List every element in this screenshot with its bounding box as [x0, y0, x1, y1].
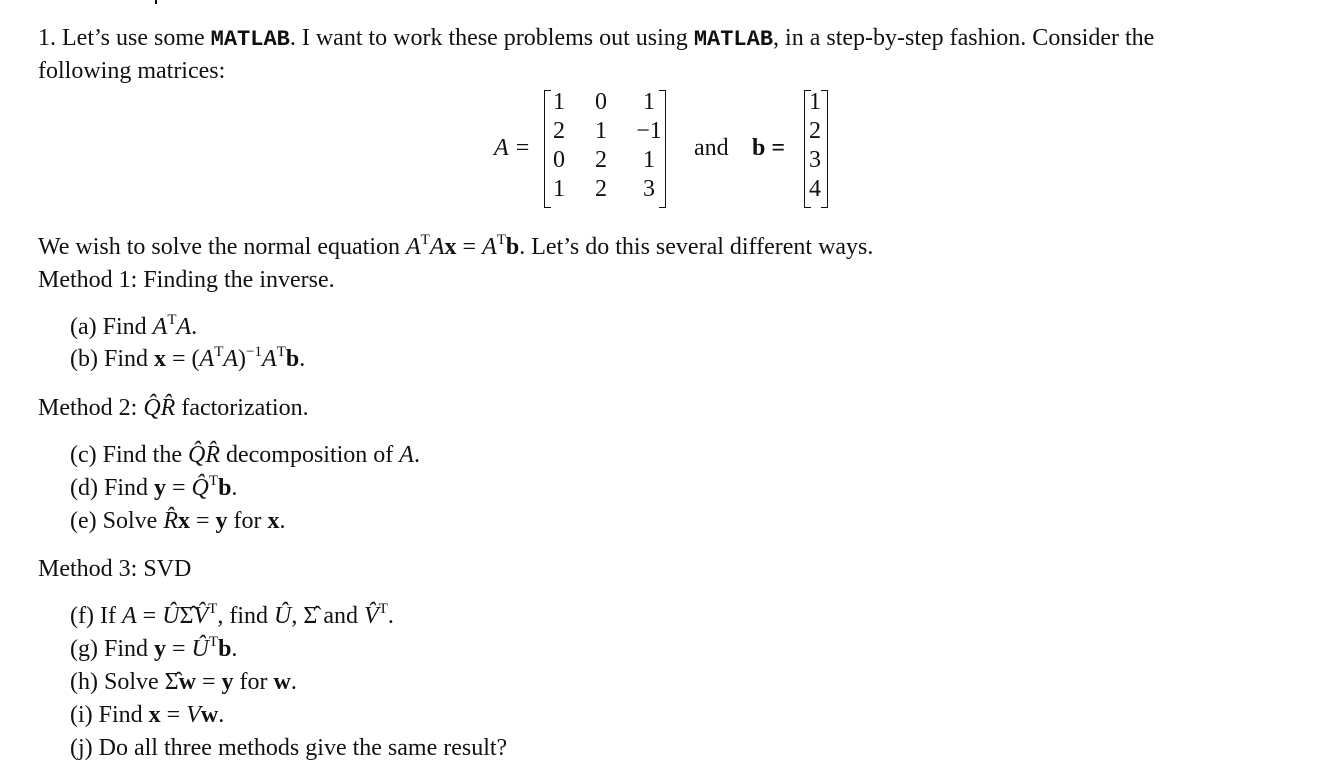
item-f-text-1: If [99, 603, 116, 629]
intro-text-line-2: following matrices: [38, 58, 226, 84]
vector-b-label: b = [752, 135, 786, 161]
matrix-a-cell: 1 [553, 176, 565, 202]
item-j [70, 736, 507, 760]
normal-eq-text-2: . Let’s do this several different ways. [519, 234, 874, 260]
item-j-text: Do all three methods give the same result? [98, 735, 508, 761]
problem-number: 1. [38, 25, 56, 51]
item-f-text-2: , find [217, 603, 269, 629]
page-top-edge-mark [155, 0, 167, 4]
matrix-a-cell: 1 [553, 89, 565, 115]
problem-intro-line-2 [38, 59, 225, 83]
item-d: (d) Find y = Q̂$^T$b. [70, 473, 238, 501]
item-f: (f) If A = ÛΣ̂V̂$^T$, find Û, Σ̂ and V̂$^T$. [70, 601, 394, 629]
item-h-tag: (h) [70, 669, 98, 695]
item-i-tag: (i) [70, 702, 93, 728]
matrix-a-cell: −1 [636, 118, 662, 144]
item-i: (i) Find x = Vw. [70, 702, 225, 728]
vector-b-cell: 3 [809, 147, 821, 173]
item-f-tag: (f) [70, 603, 94, 629]
vector-b-cell: 2 [809, 118, 821, 144]
item-a-tag: (a) [70, 314, 97, 340]
item-a: (a) Find $A^TA$. [70, 312, 198, 340]
and-word: and [694, 135, 729, 161]
item-b-text: Find [103, 346, 148, 372]
matrix-a-cell: 2 [595, 147, 607, 173]
normal-eq-text-1: We wish to solve the normal equation [38, 234, 400, 260]
vector-b-cell: 1 [809, 89, 821, 115]
matlab-keyword-1: MATLAB [210, 27, 290, 52]
method-2-text-b: factorization. [181, 395, 309, 421]
item-e-text-1: Solve [102, 508, 158, 534]
matrix-a-cell: 0 [553, 147, 565, 173]
method-3-heading: Method 3: SVD [38, 556, 192, 582]
item-i-text: Find [98, 702, 143, 728]
item-d-tag: (d) [70, 475, 98, 501]
method-1-heading: Method 1: Finding the inverse. [38, 267, 335, 293]
intro-text-1: Let’s use some [62, 25, 205, 51]
method-2-text-a: Method 2: [38, 395, 138, 421]
item-b-tag: (b) [70, 346, 98, 372]
item-e: (e) Solve R̂x = y for x. [70, 508, 286, 534]
matrix-a-cell: 0 [595, 89, 607, 115]
item-g-text: Find [103, 636, 148, 662]
item-c: (c) Find the Q̂R̂ decomposition of A. [70, 442, 420, 468]
matlab-keyword-2: MATLAB [693, 27, 774, 52]
matrix-a-cell: 2 [553, 118, 565, 144]
method-2-heading: Method 2: Q̂R̂ factorization. [38, 395, 309, 421]
item-b: (b) Find $x = (A^TA)^{-1}A^Tb$. [70, 344, 306, 372]
intro-text-3: , in a step-by-step fashion. Consider the [773, 25, 1155, 51]
item-j-tag: (j) [70, 735, 93, 761]
item-h: (h) Solve Σ̂w = y for w. [70, 669, 297, 695]
item-e-tag: (e) [70, 508, 97, 534]
item-f-text-3: and [323, 603, 358, 629]
item-g: (g) Find $y = Û^Tb$. [70, 634, 238, 662]
intro-text-2: . I want to work these problems out using [289, 25, 688, 51]
matrix-a-label: A = [494, 135, 531, 161]
item-a-text: Find [102, 314, 147, 340]
matrix-a-cell: 1 [643, 89, 655, 115]
item-d-text: Find [103, 475, 148, 501]
matrix-a-cell: 1 [595, 118, 607, 144]
matrix-a-cell: 1 [643, 147, 655, 173]
item-h-text-1: Solve [103, 669, 159, 695]
problem-intro-line-1 [38, 26, 1154, 51]
item-c-text-2: decomposition of [225, 442, 394, 468]
vector-b-cell: 4 [809, 176, 821, 202]
item-c-tag: (c) [70, 442, 97, 468]
matrix-a-cell: 3 [643, 176, 655, 202]
item-c-text-1: Find the [102, 442, 182, 468]
item-h-text-2: for [239, 669, 268, 695]
item-g-tag: (g) [70, 636, 98, 662]
matrix-a-cell: 2 [595, 176, 607, 202]
normal-equation-line: We wish to solve the normal equation $A^TAx = A^Tb$. Let’s do this several different ways. [38, 232, 874, 260]
item-e-text-2: for [233, 508, 262, 534]
